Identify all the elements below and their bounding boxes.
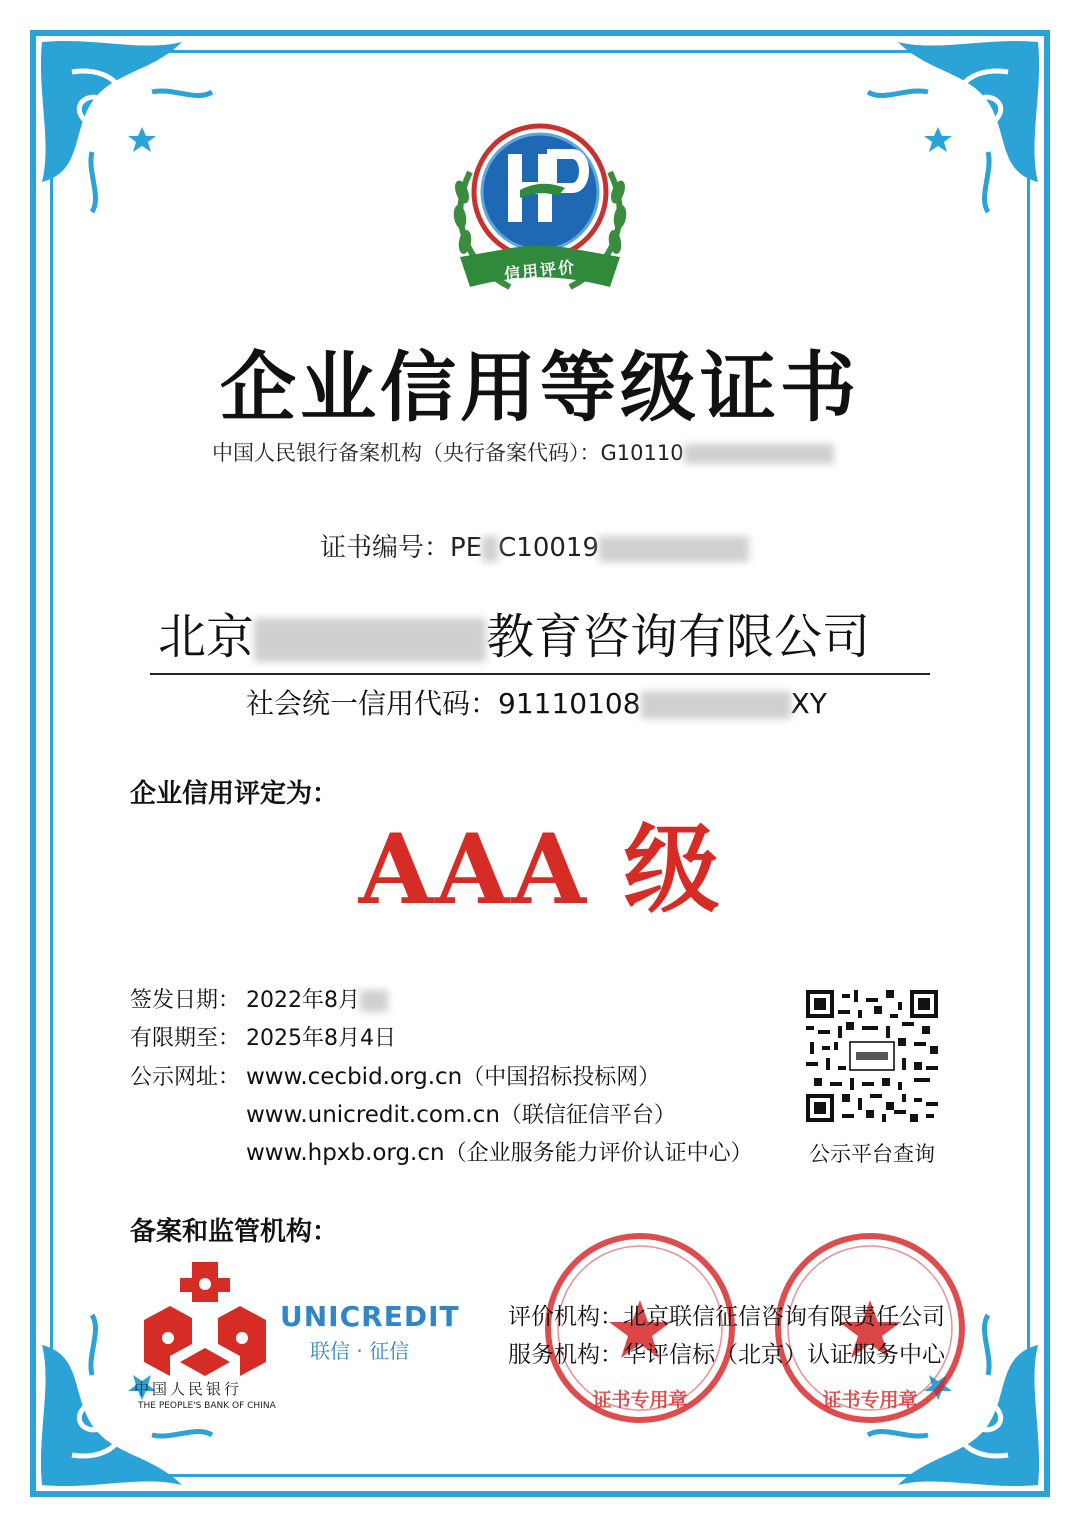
qr-code-icon[interactable]: [806, 990, 938, 1122]
corner-ornament-icon: [848, 32, 1048, 232]
evaluator-label: 评价机构：: [508, 1304, 623, 1330]
site-name: （联信征信平台）: [499, 1103, 676, 1128]
pboc-name-cn: 中国人民银行: [134, 1380, 243, 1398]
hp-credit-logo: [440, 112, 640, 307]
site-url[interactable]: www.unicredit.com.cn: [246, 1102, 500, 1128]
valid-until-label: 有限期至：: [130, 1026, 241, 1051]
service-value: 华评信标（北京）认证服务中心: [623, 1342, 945, 1368]
redaction-blur: [599, 536, 749, 562]
company-underline: [150, 673, 930, 675]
site-name: （企业服务能力评价认证中心）: [444, 1141, 753, 1166]
seal-2-caption: 证书专用章: [822, 1389, 918, 1411]
logo-banner-text: 信用评价: [503, 257, 577, 284]
credit-grade: AAA 级: [358, 813, 722, 926]
site-name: （中国招标投标网）: [462, 1065, 661, 1090]
issue-date-line: [130, 986, 388, 1016]
service-line: [508, 1338, 945, 1372]
issue-date-value: 2022年8月: [246, 988, 360, 1013]
rated-label: 企业信用评定为：: [130, 779, 339, 809]
cert-no-label: 证书编号：: [320, 533, 451, 563]
company-suffix: 教育咨询有限公司: [486, 609, 871, 665]
credit-code-prefix: 91110108: [498, 687, 641, 720]
credit-code-line: [246, 684, 827, 724]
service-label: 服务机构：: [508, 1342, 623, 1368]
cert-no-prefix: PE: [450, 533, 483, 563]
site-label: 公示网址：: [130, 1065, 241, 1090]
redaction-blur: [482, 536, 498, 562]
credit-code-label: 社会统一信用代码：: [246, 687, 499, 720]
site-line-1: [130, 1062, 660, 1093]
pboc-filing-label: 中国人民银行备案机构（央行备案代码）：: [212, 441, 601, 465]
pboc-logo-icon: [140, 1262, 270, 1382]
redaction-blur: [360, 990, 388, 1012]
cert-no-mid: C10019: [498, 533, 599, 563]
certificate-number-line: [320, 528, 749, 568]
pboc-name-en: THE PEOPLE'S BANK OF CHINA: [138, 1401, 276, 1411]
company-name: [158, 602, 870, 672]
certificate-title: 企业信用等级证书: [220, 343, 860, 432]
unicredit-sub: 联信 · 征信: [310, 1339, 410, 1363]
valid-until-line: [130, 1024, 396, 1054]
pboc-filing-code: G10110: [600, 441, 684, 465]
issue-date-label: 签发日期：: [130, 988, 241, 1013]
qr-caption: 公示平台查询: [809, 1142, 935, 1166]
registry-label: 备案和监管机构：: [130, 1217, 339, 1247]
site-url[interactable]: www.hpxb.org.cn: [246, 1140, 445, 1166]
redaction-blur: [254, 618, 486, 662]
pboc-filing-line: [212, 438, 912, 468]
site-line-2: [246, 1100, 676, 1131]
site-line-3: [246, 1138, 753, 1169]
evaluator-value: 北京联信征信咨询有限责任公司: [623, 1304, 945, 1330]
unicredit-logo: UNICREDIT: [280, 1300, 460, 1333]
redaction-blur: [641, 691, 791, 719]
evaluator-line: [508, 1300, 945, 1334]
site-url[interactable]: www.cecbid.org.cn: [246, 1064, 463, 1090]
seal-1-caption: 证书专用章: [592, 1389, 688, 1411]
valid-until-value: 2025年8月4日: [246, 1026, 396, 1051]
credit-code-suffix: XY: [790, 687, 827, 720]
corner-ornament-icon: [32, 32, 232, 232]
company-prefix: 北京: [158, 609, 255, 665]
redaction-blur: [684, 444, 834, 464]
